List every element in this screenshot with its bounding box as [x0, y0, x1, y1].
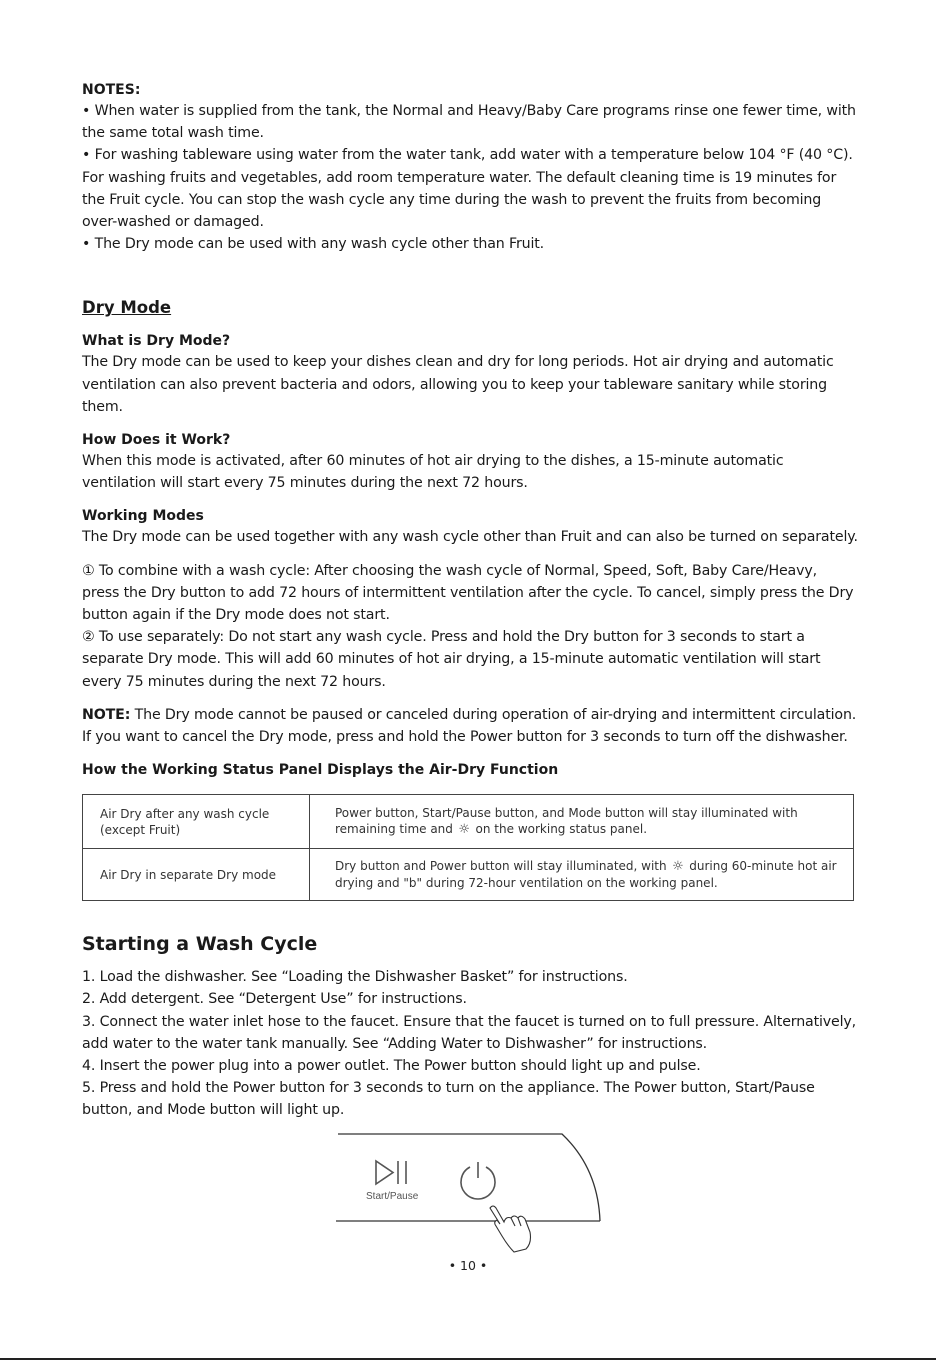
control-panel-illustration [330, 1128, 610, 1258]
modes-text: The Dry mode can be used together with any wash cycle other than Fruit and can also be turned on separately. [82, 529, 858, 546]
notes-section [82, 80, 858, 255]
what-heading: What is Dry Mode? [82, 333, 231, 350]
starting-title: Starting a Wash Cycle [82, 933, 318, 956]
note-item: • The Dry mode can be used with any wash cycle other than Fruit. [82, 236, 545, 253]
pointing-hand-icon [490, 1206, 531, 1252]
step-item: 4. Insert the power plug into a power outlet. The Power button should light up and pulse. [82, 1058, 701, 1075]
step-item: 5. Press and hold the Power button for 3 seconds to turn on the appliance. The Power button, Start/Pause button, and Mode button will light up. [82, 1080, 815, 1119]
panel-heading: How the Working Status Panel Displays the Air-Dry Function [82, 762, 559, 779]
dry-mode-section [82, 297, 858, 901]
note-item: • For washing tableware using water from the water tank, add water with a temperature below 104 °F (40 °C). For washing fruits and vegetables, add room temperature water. The default cleaning time is 19 minutes for the Fruit cycle. You can stop the wash cycle any time during the wash to prevent the fruits from becoming over-washed or damaged. [82, 147, 853, 231]
what-text: The Dry mode can be used to keep your dishes clean and dry for long periods. Hot air drying and automatic ventilation can also prevent bacteria and odors, allowing you to keep your tableware sanitary while storing them. [82, 354, 834, 415]
table-cell-mode: Air Dry in separate Dry mode [83, 849, 310, 901]
table-cell-description: Power button, Start/Pause button, and Mode button will stay illuminated with remaining time and ☼ on the working status panel. [310, 795, 854, 849]
how-text: When this mode is activated, after 60 minutes of hot air drying to the dishes, a 15-minute automatic ventilation will start every 75 minutes during the next 72 hours. [82, 453, 784, 492]
note-label: NOTE: [82, 706, 131, 723]
note-text: The Dry mode cannot be paused or canceled during operation of air-drying and intermittent circulation. If you want to cancel the Dry mode, press and hold the Power button for 3 seconds to turn off the dishwasher. [82, 706, 857, 746]
page-number: • 10 • [448, 1258, 488, 1273]
dry-mode-title: Dry Mode [82, 298, 172, 318]
note-item: • When water is supplied from the tank, the Normal and Heavy/Baby Care programs rinse one fewer time, with the same total wash time. [82, 103, 856, 142]
status-table [82, 794, 854, 901]
mode-1-text: ① To combine with a wash cycle: After choosing the wash cycle of Normal, Speed, Soft, Baby Care/Heavy, press the Dry button to add 72 hours of intermittent ventilation after the cycle. To cancel, simply press the Dry button again if the Dry mode does not start. [82, 562, 854, 624]
power-icon [461, 1162, 495, 1199]
table-row [83, 849, 854, 901]
table-row [83, 795, 854, 849]
play-pause-icon [376, 1161, 406, 1184]
step-item: 1. Load the dishwasher. See “Loading the Dishwasher Basket” for instructions. [82, 969, 628, 986]
modes-heading: Working Modes [82, 508, 204, 525]
notes-heading: NOTES: [82, 82, 141, 98]
note-paragraph [82, 704, 858, 748]
table-cell-mode: Air Dry after any wash cycle (except Fruit) [83, 795, 310, 849]
step-item: 2. Add detergent. See “Detergent Use” for instructions. [82, 991, 467, 1008]
dry-sun-icon: ☼ [458, 822, 471, 838]
dry-sun-icon: ☼ [672, 859, 684, 875]
start-pause-label: Start/Pause [366, 1191, 419, 1202]
page-content [82, 80, 858, 1122]
mode-2-text: ② To use separately: Do not start any wash cycle. Press and hold the Dry button for 3 seconds to start a separate Dry mode. This will add 60 minutes of hot air drying, a 15-minute automatic ventilation will start every 75 minutes during the next 72 hours. [82, 629, 821, 690]
table-cell-description: Dry button and Power button will stay illuminated, with ☼ during 60-minute hot air drying and "b" during 72-hour ventilation on the working panel. [310, 849, 854, 901]
bottom-divider [0, 1358, 936, 1360]
starting-section [82, 931, 858, 1121]
how-heading: How Does it Work? [82, 432, 231, 449]
step-item: 3. Connect the water inlet hose to the faucet. Ensure that the faucet is turned on to full pressure. Alternatively, add water to the water tank manually. See “Adding Water to Dishwasher” for instructions. [82, 1013, 857, 1052]
